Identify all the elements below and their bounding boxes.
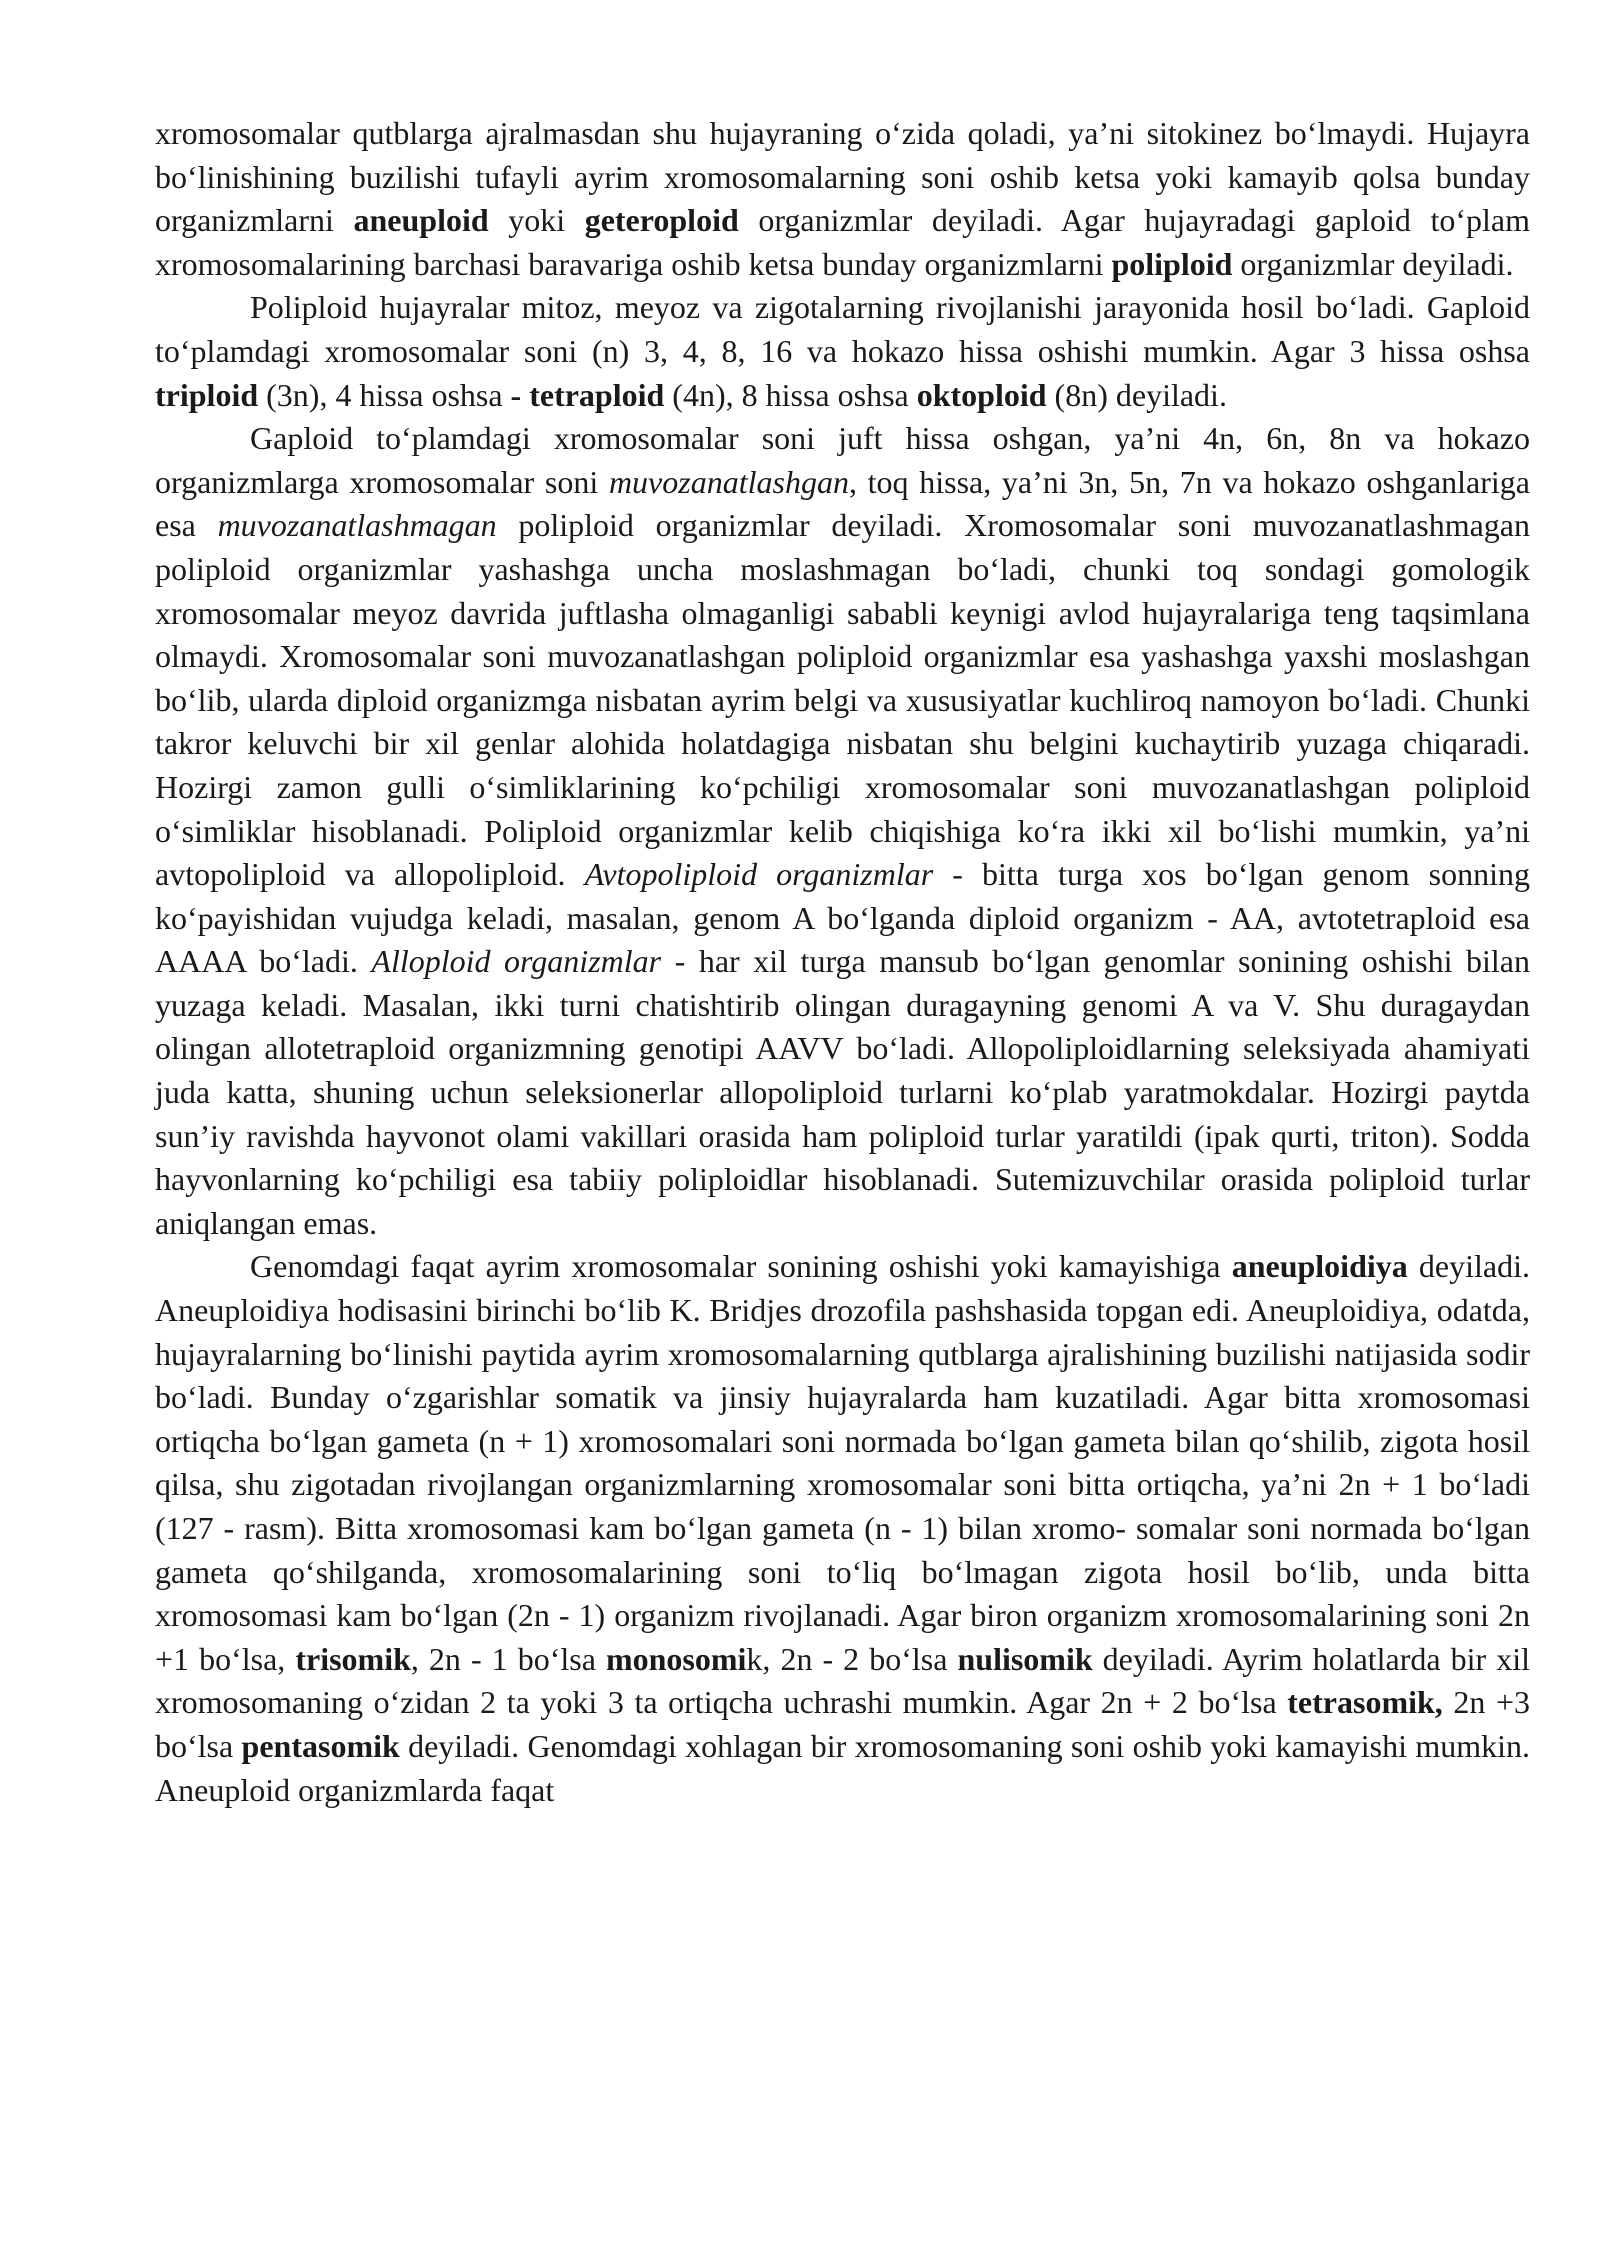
- text-run: Gaploid to‘plamdagi xromosomalar soni juft hissa oshgan, ya’ni 4n, 6n, 8n va hokazo organizmlarga xromosomalar soni: [155, 420, 1530, 500]
- bold-term: triploid: [155, 376, 259, 413]
- text-run: organizmlar deyiladi. Agar hujayradagi gaploid to‘plam xromosomalarining barchasi baravariga oshib ketsa bunday organizmlarni: [155, 202, 1531, 282]
- text-run: Poliploid hujayralar mitoz, meyoz va zigotalarning rivojlanishi jarayonida hosil bo‘ladi. Gaploid to‘plamdagi xromosomalar soni (n) 3, 4, 8, 16 va hokazo hissa oshishi mumkin. Agar 3 hissa oshsa: [155, 289, 1530, 369]
- paragraph-1: [155, 112, 1530, 286]
- text-run: organizmlar deyiladi.: [1232, 245, 1514, 282]
- bold-term: trisomik: [295, 1640, 411, 1677]
- paragraph-4: [155, 1245, 1530, 1812]
- text-run: deyiladi. Genomdagi xohlagan bir xromosomaning soni oshib yoki kamayishi mumkin. Aneuploid organizmlarda faqat: [155, 1727, 1531, 1808]
- text-run: (4n), 8 hissa oshsa: [664, 376, 917, 413]
- bold-term: - tetraploid: [510, 376, 665, 413]
- bold-term: geteroploid: [584, 202, 739, 239]
- text-run: poliploid organizmlar deyiladi. Xromosomalar soni muvozanatlashmagan poliploid organizmlar yashashga uncha moslashmagan bo‘ladi, chunki toq sondagi gomologik xromosomalar meyoz davrida juftlasha olmaganligi sababli keynigi avlod hujayralariga teng taqsimlana olmaydi. Xromosomalar soni muvozanatlashgan poliploid organizmlar esa yashashga yaxshi moslashgan bo‘lib, ularda diploid organizmga nisbatan ayrim belgi va xususiyatlar kuchliroq namoyon bo‘ladi. Chunki takror keluvchi bir xil genlar alohida holatdagiga nisbatan shu belgini kuchaytirib yuzaga chiqaradi. Hozirgi zamon gulli o‘simliklarining ko‘pchiligi xromosomalar soni muvozanatlashgan poliploid o‘simliklar hisoblanadi. Poliploid organizmlar kelib chiqishiga ko‘ra ikki xil bo‘lishi mumkin, ya’ni avtopoliploid va allopoliploid.: [155, 507, 1531, 893]
- text-run: (8n) deyiladi.: [1046, 376, 1227, 413]
- bold-term: tetrasomik,: [1287, 1684, 1443, 1721]
- italic-term: muvozanatlashmagan: [217, 507, 497, 544]
- bold-term: nulisomik: [957, 1640, 1093, 1677]
- text-run: deyiladi. Aneuploidiya hodisasini birinchi bo‘lib K. Bridjes drozofila pashshasida topgan edi. Aneuploidiya, odatda, hujayralarning bo‘linishi paytida ayrim xromosomalarning qutblarga ajralishining buzilishi natijasida sodir bo‘ladi. Bunday o‘zgarishlar somatik va jinsiy hujayralarda ham kuzatiladi. Agar bitta xromosomasi ortiqcha bo‘lgan gameta (n + 1) xromosomalari soni normada bo‘lgan gameta bilan qo‘shilib, zigota hosil qilsa, shu zigotadan rivojlangan organizmlarning xromosomalar soni bitta ortiqcha, ya’ni 2n + 1 bo‘ladi (127 - rasm). Bitta xromosomasi kam bo‘lgan gameta (n - 1) bilan xromo- somalar soni normada bo‘lgan gameta qo‘shilganda, xromosomalarining soni to‘liq bo‘lmagan zigota hosil bo‘lib, unda bitta xromosomasi kam bo‘lgan (2n - 1) organizm rivojlanadi. Agar biron organizm xromosomalarining soni 2n +1 bo‘lsa,: [155, 1248, 1531, 1677]
- text-run: - har xil turga mansub bo‘lgan genomlar sonining oshishi bilan yuzaga keladi. Masalan, ikki turni chatishtirib olingan duragayning genomi A va V. Shu duragaydan olingan allotetraploid organizmning genotipi AAVV bo‘ladi. Allopoliploidlarning seleksiyada ahamiyati juda katta, shuning uchun seleksionerlar allopoliploid turlarni ko‘plab yaratmokdalar. Hozirgi paytda sun’iy ravishda hayvonot olami vakillari orasida ham poliploid turlar yaratildi (ipak qurti, triton). Sodda hayvonlarning ko‘pchiligi esa tabiiy poliploidlar hisoblanadi. Sutemizuvchilar orasida poliploid turlar aniqlangan emas.: [155, 943, 1531, 1241]
- bold-term: pentasomik: [241, 1727, 400, 1764]
- italic-term: muvozanatlashgan: [608, 463, 849, 500]
- text-run: deyiladi. Ayrim holatlarda bir xil xromosomaning o‘zidan 2 ta yoki 3 ta ortiqcha uchrashi mumkin. Agar 2n + 2 bo‘lsa: [155, 1640, 1531, 1721]
- text-run: , toq hissa, ya’ni 3n, 5n, 7n va hokazo oshganlariga esa: [155, 463, 1531, 544]
- bold-term: aneuploidiya: [1231, 1248, 1408, 1285]
- paragraph-2: [155, 286, 1530, 417]
- bold-term: oktoploid: [916, 376, 1047, 413]
- text-run: xromosomalar qutblarga ajralmasdan shu hujayraning o‘zida qoladi, ya’ni sitokinez bo‘lmaydi. Hujayra bo‘linishining buzilishi tufayli ayrim xromosomalarning soni oshib ketsa yoki kamayib qolsa bunday organizmlarni: [155, 115, 1530, 239]
- text-run: (3n), 4 hissa oshsa: [258, 376, 511, 413]
- text-run: 2n +3 bo‘lsa: [155, 1684, 1531, 1764]
- bold-term: aneuploid: [353, 202, 489, 239]
- text-run: Genomdagi faqat ayrim xromosomalar sonining oshishi yoki kamayishiga: [250, 1248, 1232, 1285]
- italic-term: Avtopoliploid organizmlar: [584, 856, 934, 893]
- text-run: , 2n - 1 bo‘lsa: [410, 1640, 606, 1677]
- text-run: yoki: [488, 202, 585, 239]
- bold-term: monosomi: [605, 1640, 747, 1677]
- italic-term: Alloploid organizmlar: [371, 943, 662, 980]
- text-run: - bitta turga xos bo‘lgan genom sonning ko‘payishidan vujudga keladi, masalan, genom A bo‘lganda diploid organizm - AA, avtotetraploid esa AAAA bo‘ladi.: [155, 856, 1531, 980]
- bold-term: poliploid: [1111, 245, 1233, 282]
- paragraph-3: [155, 417, 1530, 1245]
- document-page: [155, 112, 1530, 1812]
- text-run: k, 2n - 2 bo‘lsa: [746, 1640, 958, 1677]
